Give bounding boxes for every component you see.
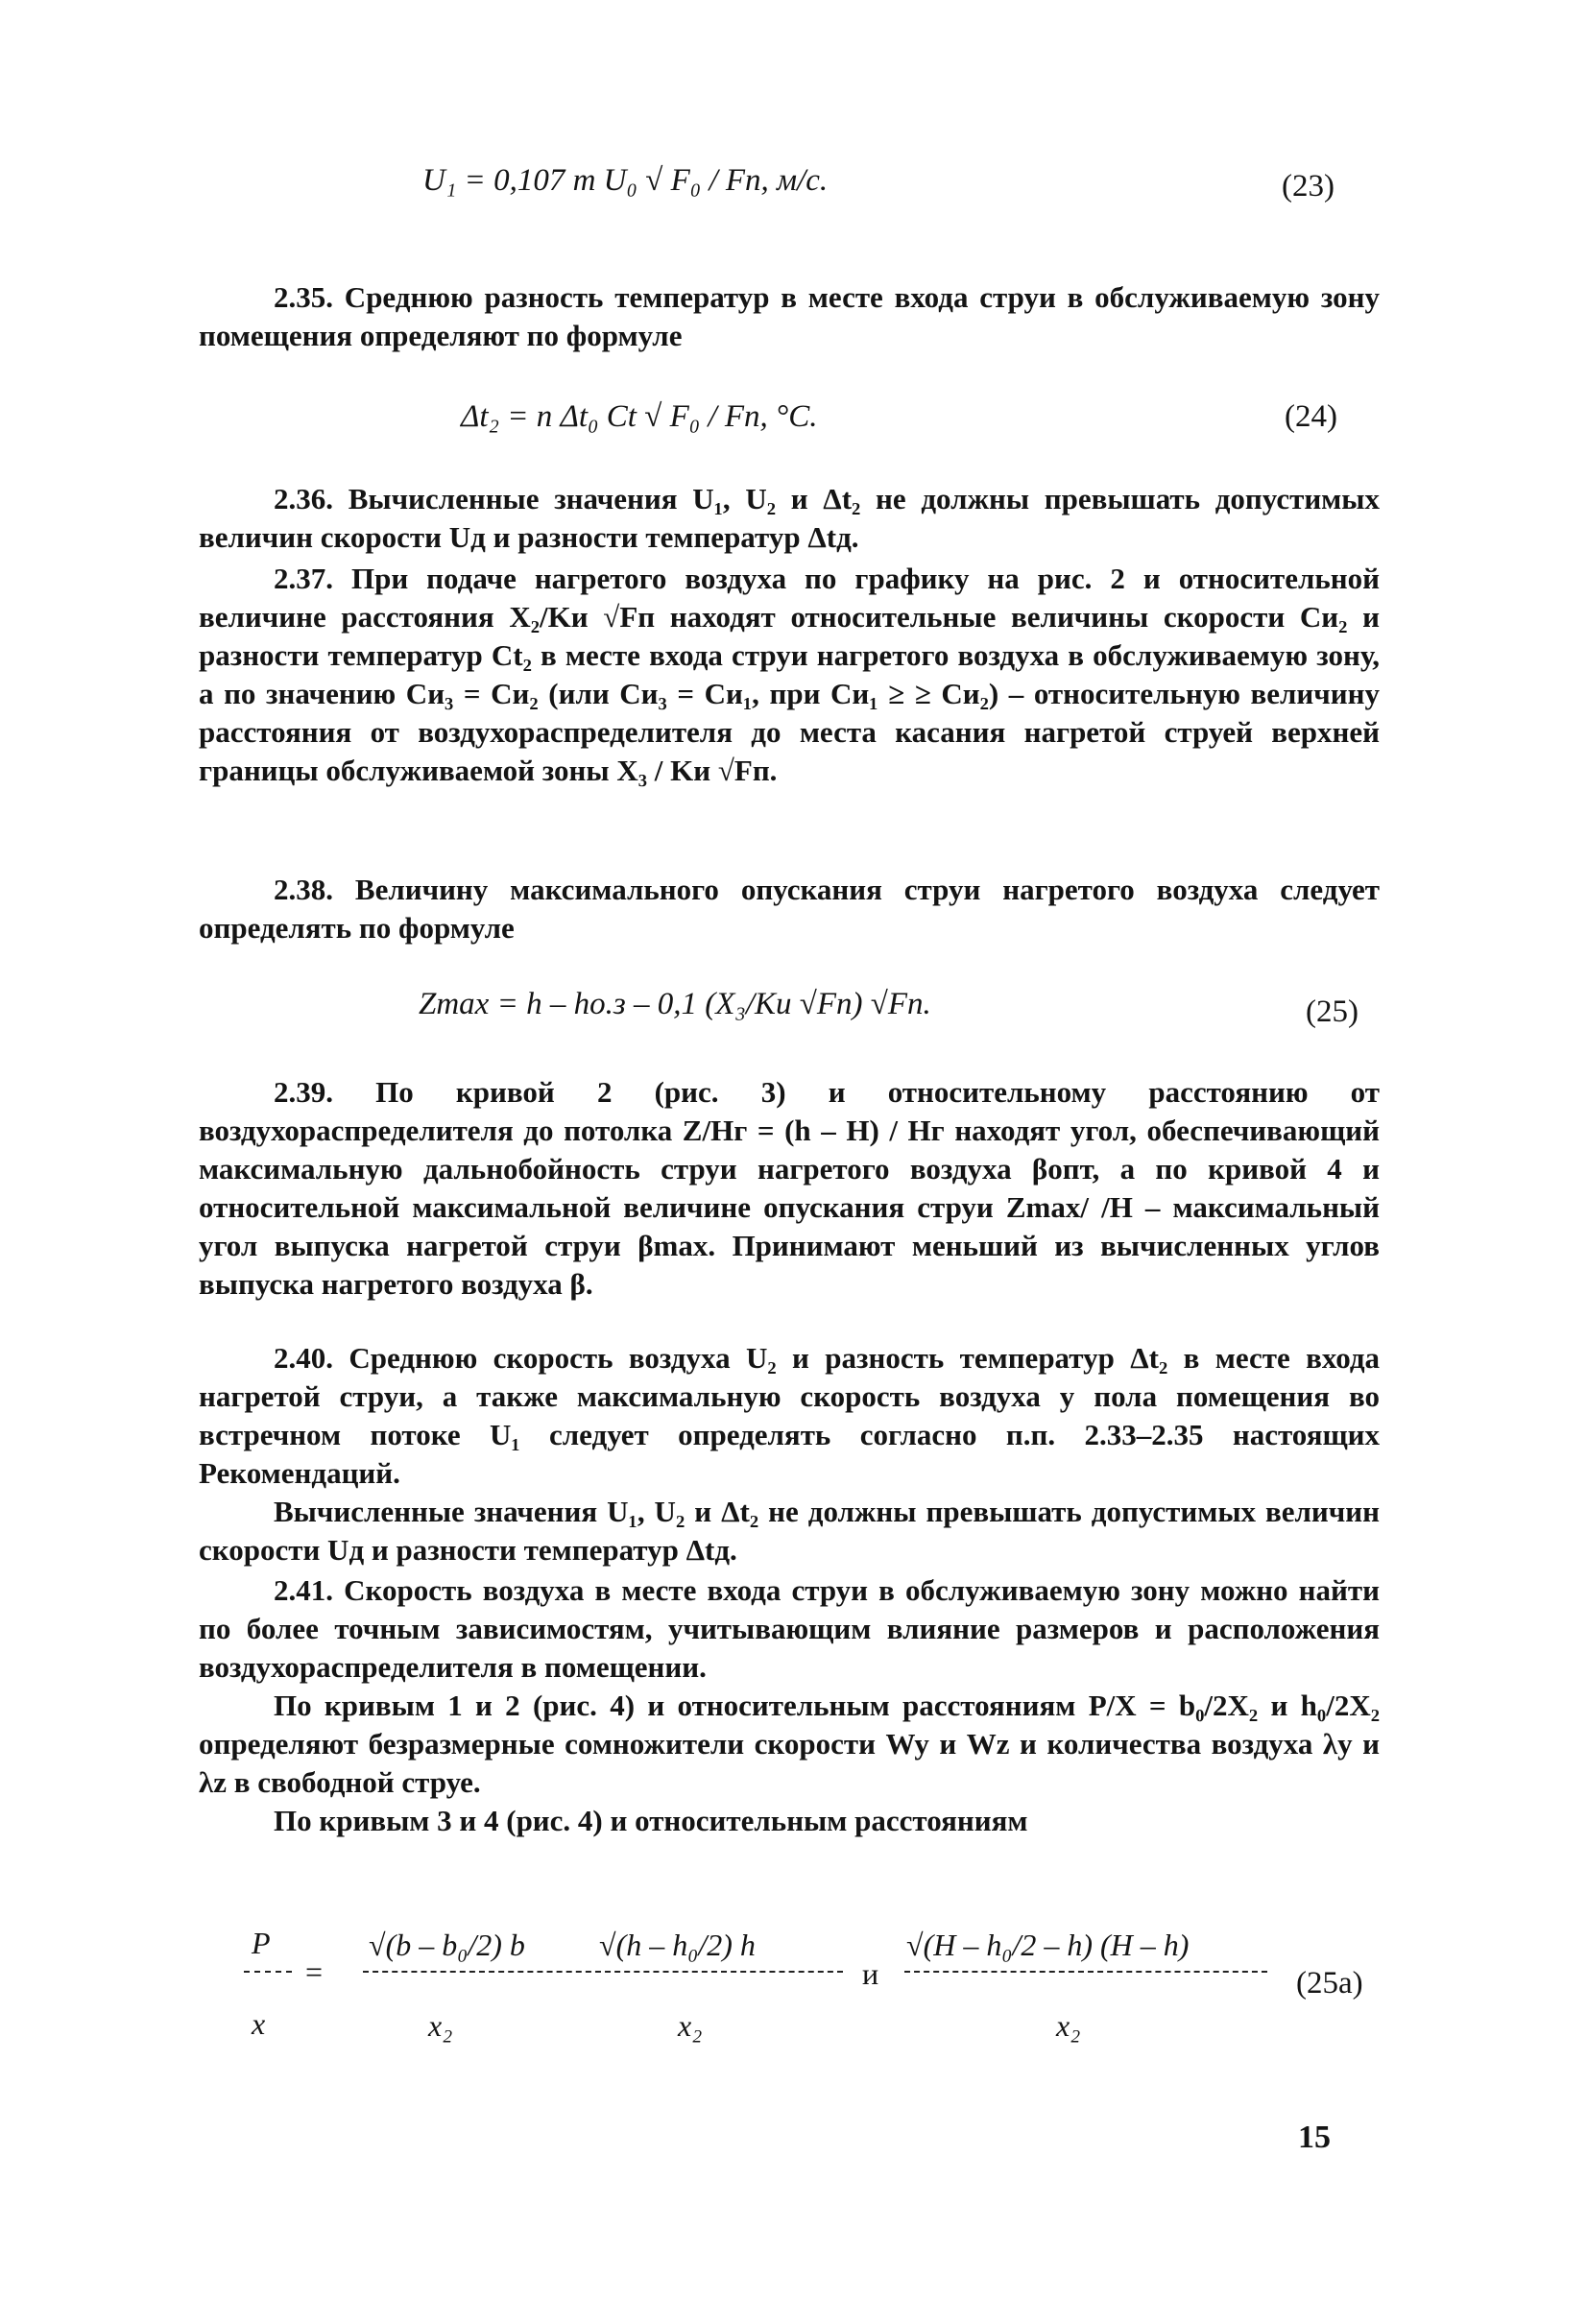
paragraph-2-41: 2.41. Скорость воздуха в месте входа струи в обслуживаемую зону можно найти по более точным зависимостям, учитывающим влияние размеров и расположения воздухораспределителя в помещении.: [199, 1573, 1380, 1684]
equation-number-25: (25): [1306, 994, 1359, 1029]
equation-number-24: (24): [1285, 399, 1337, 434]
paragraph-2-40-note: Вычисленные значения U₁, U₂ и Δt₂ не должны превышать допустимых величин скорости Uд и разности температур Δtд.: [199, 1495, 1380, 1567]
paragraph-2-37: 2.37. При подаче нагретого воздуха по графику на рис. 2 и относительной величине расстояния X₂/Kи √Fп находят относительные величины скорости Cи₂ и разности температур Ct₂ в месте входа струи нагретого воздуха в обслуживаемую зону, а по значению Cи₃ = Cи₂ (или Cи₃ = Cи₁, при Cи₁ ≥ ≥ Cи₂) – относительную величину расстояния от воздухораспределителя до места касания нагретой струей верхней границы обслуживаемой зоны X₃ / Kи √Fп.: [199, 562, 1380, 787]
conjunction-and: и: [862, 1956, 879, 1991]
page-number: 15: [1298, 2120, 1331, 2155]
frac-lhs-bar: [244, 1971, 292, 1973]
paragraph-2-36: 2.36. Вычисленные значения U₁, U₂ и Δt₂ не должны превышать допустимых величин скорости Uд и разности температур Δtд.: [199, 482, 1380, 554]
frac-main-bar: [363, 1971, 843, 1973]
paragraph-2-40: 2.40. Среднюю скорость воздуха U₂ и разность температур Δt₂ в месте входа нагретой струи, а также максимальную скорость воздуха у пола помещения во встречном потоке U₁ следует определять согласно п.п. 2.33–2.35 настоящих Рекомендаций.: [199, 1341, 1380, 1490]
frac-lhs-numerator: P: [252, 1926, 271, 1960]
paragraph-2-35: 2.35. Среднюю разность температур в месте входа струи в обслуживаемую зону помещения определяют по формуле: [199, 280, 1380, 352]
equation-number-25a: (25а): [1296, 1966, 1363, 2001]
paragraph-2-38: 2.38. Величину максимального опускания струи нагретого воздуха следует определять по формуле: [199, 873, 1380, 945]
formula-25: Zmax = h – hо.з – 0,1 (X₃/Kи √Fп) √Fп.: [419, 987, 931, 1021]
formula-23: U₁ = 0,107 m U₀ √ F₀ / Fп, м/с.: [422, 163, 829, 198]
frac-lhs-denominator: x: [252, 2006, 266, 2041]
numerator-h-term: √(h – h₀/2) h: [599, 1928, 756, 1962]
equals-sign: =: [305, 1954, 324, 1989]
numerator-b-term: √(b – b₀/2) b: [369, 1928, 525, 1962]
equation-number-23: (23): [1282, 169, 1335, 204]
paragraph-2-39: 2.39. По кривой 2 (рис. 3) и относительному расстоянию от воздухораспределителя до потолка Z/Hг = (h – H) / Hг находят угол, обеспечивающий максимальную дальнобойность струи нагретого воздуха βопт, а по кривой 4 и относительной максимальной величине опускания струи Zmax/ /H – максимальный угол выпуска нагретой струи βmax. Принимают меньший из вычисленных углов выпуска нагретого воздуха β.: [199, 1075, 1380, 1301]
denominator-x2-third: x₂: [1056, 2008, 1081, 2043]
frac-third-bar: [904, 1971, 1267, 1973]
denominator-x2-first: x₂: [428, 2008, 453, 2043]
paragraph-2-41-curves-3-4: По кривым 3 и 4 (рис. 4) и относительным расстояниям: [274, 1804, 1028, 1837]
paragraph-2-41-curves-1-2: По кривым 1 и 2 (рис. 4) и относительным расстояниям P/X = b₀/2X₂ и h₀/2X₂ определяют безразмерные сомножители скорости Wy и Wz и количества воздуха λy и λz в свободной струе.: [199, 1689, 1380, 1799]
denominator-x2-second: x₂: [678, 2008, 703, 2043]
numerator-H-term: √(H – h₀/2 – h) (H – h): [906, 1928, 1190, 1962]
formula-24: Δt₂ = n Δt₀ Ct √ F₀ / Fп, °С.: [461, 399, 818, 434]
